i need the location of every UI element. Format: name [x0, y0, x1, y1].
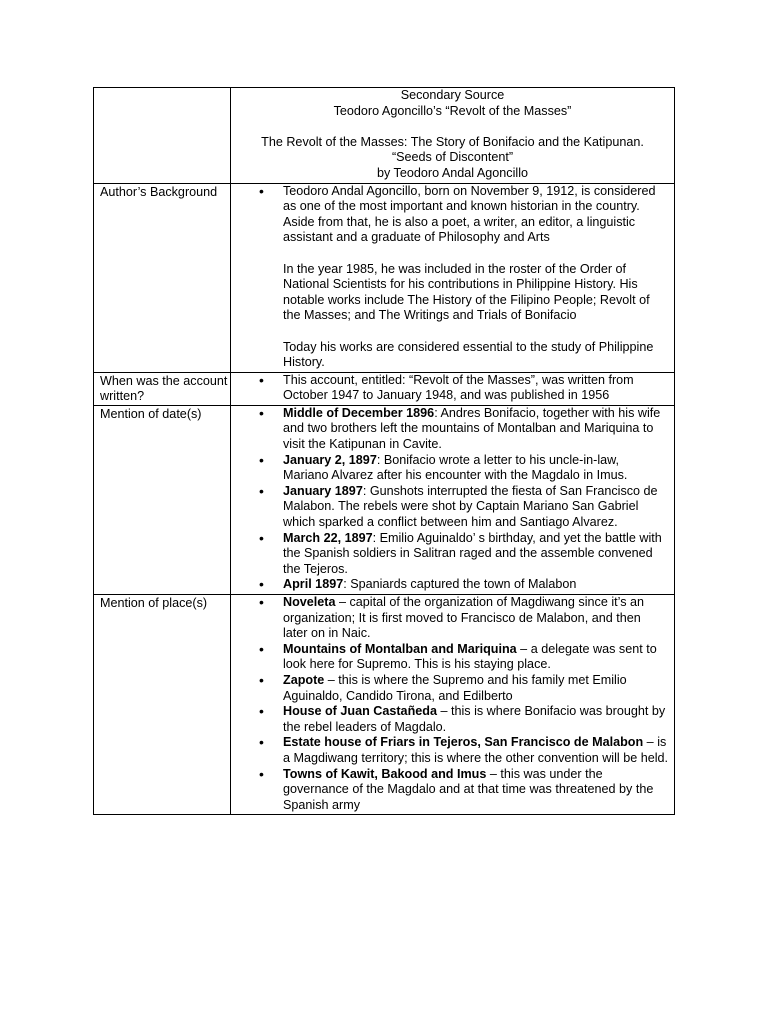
author-background-row: [94, 183, 675, 372]
source-analysis-table: [93, 87, 675, 815]
place-text: – this is where the Supremo and his family met Emilio Aguinaldo, Candido Tirona, and Edilberto: [283, 672, 627, 703]
place-item: [231, 642, 668, 673]
place-text: – this was under the governance of the Magdalo and at that time was threatened by the Spanish army: [283, 766, 654, 812]
chapter-title: “Seeds of Discontent”: [391, 150, 514, 165]
date-item: [231, 406, 668, 453]
place-item: [231, 595, 668, 642]
date-text: : Emilio Aguinaldo’ s birthday, and yet the battle with the Spanish soldiers in Salitran raged and the assemble convened the Tejeros.: [283, 530, 662, 576]
date-item: [231, 531, 668, 578]
date-term: January 2, 1897: [283, 452, 377, 467]
date-term: March 22, 1897: [283, 530, 373, 545]
place-item: [231, 735, 668, 766]
place-item: [231, 673, 668, 704]
places-list: [231, 595, 668, 813]
place-text: – capital of the organization of Magdiwang since it’s an organization; It is first moved to Francisco de Malabon, and then later on in Naic.: [283, 595, 645, 641]
places-label: Mention of place(s): [94, 595, 231, 815]
date-item: [231, 577, 668, 593]
header-content-cell: [231, 88, 675, 184]
dates-content: [231, 405, 675, 594]
date-text: : Gunshots interrupted the fiesta of San Francisco de Malabon. The rebels were shot by Captain Mariano San Gabriel which sparked a conflict between him and Santiago Alvarez.: [283, 483, 658, 530]
account-written-label: When was the account written?: [94, 372, 231, 405]
place-text: – is a Magdiwang territory; this is where the other convention will be held.: [283, 735, 669, 765]
place-item: [231, 767, 668, 814]
dates-row: [94, 405, 675, 594]
author-background-paragraph-1: In the year 1985, he was included in the roster of the Order of National Scientists for his contributions in Philippine History. His notable works include The History of the Filipino People; Revolt of the Masses; and The Writings and Trials of Bonifacio: [283, 261, 650, 323]
date-text: : Bonifacio wrote a letter to his uncle-in-law, Mariano Alvarez after his encounter with the Magdalo in Imus.: [283, 452, 628, 483]
author-byline: by Teodoro Andal Agoncillo: [376, 165, 528, 180]
places-row: [94, 595, 675, 815]
place-term: Towns of Kawit, Bakood and Imus: [283, 766, 487, 781]
date-item: [231, 484, 668, 531]
date-text: : Andres Bonifacio, together with his wife and two brothers left the mountains of Montalban and Mariquina to visit the Katipunan in Cavite.: [283, 405, 661, 452]
place-term: Noveleta: [283, 595, 336, 609]
date-term: April 1897: [283, 577, 344, 592]
dates-label: Mention of date(s): [94, 405, 231, 594]
place-term: Estate house of Friars in Tejeros, San Francisco de Malabon: [283, 735, 644, 750]
date-item: [231, 453, 668, 484]
place-text: – this is where Bonifacio was brought by the rebel leaders of Magdalo.: [283, 704, 666, 734]
author-background-label: Author’s Background: [94, 183, 231, 372]
place-term: Mountains of Montalban and Mariquina: [283, 641, 517, 656]
source-type: Secondary Source: [400, 88, 505, 102]
places-content: [231, 595, 675, 815]
date-term: January 1897: [283, 483, 363, 498]
dates-list: [231, 406, 668, 593]
date-term: Middle of December 1896: [283, 405, 435, 420]
author-background-content: [231, 183, 675, 372]
header-label-cell: [94, 88, 231, 184]
header-row: [94, 88, 675, 184]
place-text: – a delegate was sent to look here for Supremo. This is his staying place.: [283, 641, 657, 672]
place-term: Zapote: [283, 672, 325, 687]
date-text: : Spaniards captured the town of Malabon: [343, 577, 577, 592]
author-background-bullet: • Teodoro Andal Agoncillo, born on November 9, 1912, is considered as one of the most important and known historian in the country. Aside from that, he is also a poet, a writer, an editor, a linguistic assistant and a graduate of Philosophy and Arts: [231, 184, 668, 246]
place-term: House of Juan Castañeda: [283, 704, 437, 719]
account-written-content: [231, 372, 675, 405]
source-title: Teodoro Agoncillo’s “Revolt of the Masses”: [333, 103, 572, 118]
place-item: [231, 704, 668, 735]
account-written-bullet: • This account, entitled: “Revolt of the Masses”, was written from October 1947 to January 1948, and was published in 1956: [231, 373, 668, 404]
book-title: The Revolt of the Masses: The Story of Bonifacio and the Katipunan.: [261, 134, 644, 149]
author-background-paragraph-2: Today his works are considered essential to the study of Philippine History.: [283, 339, 654, 370]
account-written-row: [94, 372, 675, 405]
